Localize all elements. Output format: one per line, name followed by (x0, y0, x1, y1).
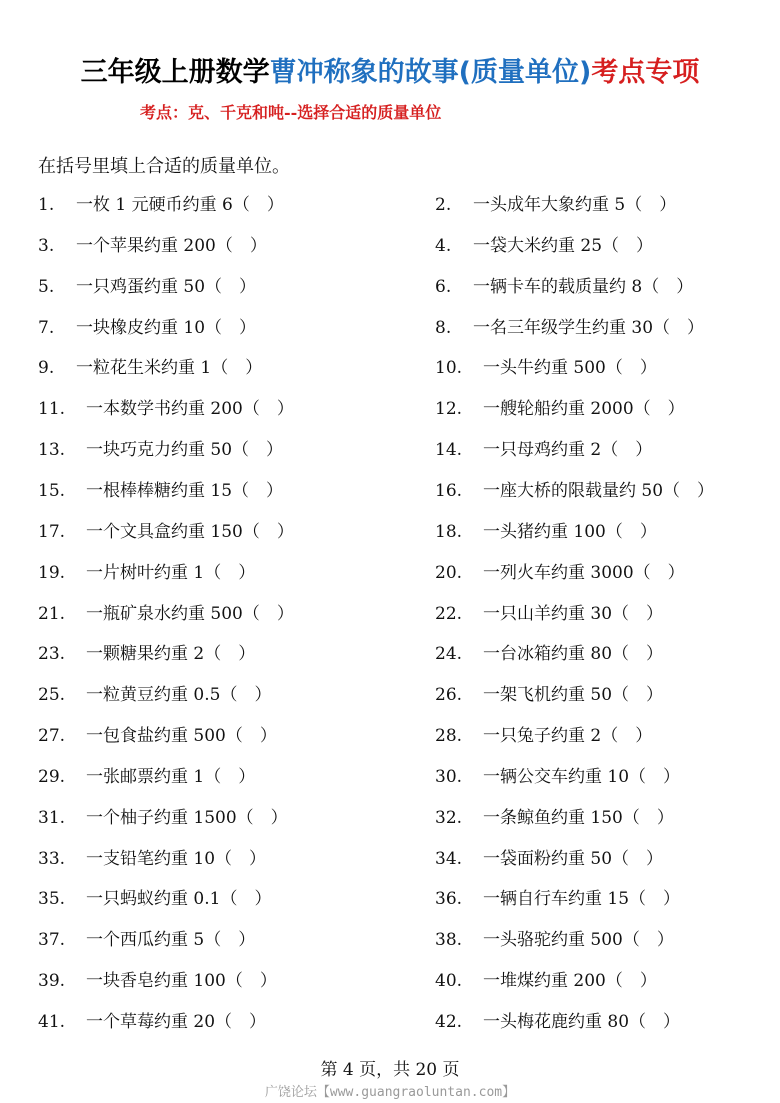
question-text[interactable]: 一根棒棒糖约重 15（ ） (86, 480, 284, 501)
subtitle-key-point: 考点：克、千克和吨--选择合适的质量单位 (140, 103, 442, 122)
question-number: 22. (435, 603, 463, 624)
question-text[interactable]: 一只母鸡约重 2（ ） (483, 440, 653, 461)
question-text[interactable]: 一瓶矿泉水约重 500（ ） (86, 603, 294, 624)
question-item (38, 642, 256, 666)
question-text[interactable]: 一只鸡蛋约重 50（ ） (76, 276, 257, 297)
question-item (435, 642, 664, 666)
question-number: 9. (38, 358, 55, 379)
question-item (435, 806, 674, 830)
question-number: 36. (435, 889, 463, 910)
question-number: 11. (38, 399, 66, 420)
title-part-grade: 三年级上册数学 (80, 57, 270, 88)
question-text[interactable]: 一条鲸鱼约重 150（ ） (483, 807, 674, 828)
question-item (435, 316, 705, 340)
page-number-footer: 第 4 页，共 20 页 (320, 1060, 460, 1080)
question-text[interactable]: 一架飞机约重 50（ ） (483, 685, 664, 706)
question-number: 8. (435, 317, 452, 338)
question-number: 19. (38, 562, 66, 583)
question-number: 37. (38, 930, 66, 951)
question-item (38, 234, 267, 258)
question-number: 1. (38, 195, 55, 215)
question-text[interactable]: 一列火车约重 3000（ ） (483, 562, 685, 583)
question-text[interactable]: 一枚 1 元硬币约重 6（ ） (76, 195, 284, 215)
question-text[interactable]: 一块巧克力约重 50（ ） (86, 440, 284, 461)
question-text[interactable]: 一头骆驼约重 500（ ） (483, 930, 674, 951)
question-number: 42. (435, 1012, 463, 1032)
question-item (435, 765, 681, 789)
question-number: 24. (435, 644, 463, 665)
question-number: 20. (435, 562, 463, 583)
question-number: 29. (38, 766, 66, 787)
question-item (435, 356, 657, 380)
question-number: 17. (38, 521, 66, 542)
question-text[interactable]: 一艘轮船约重 2000（ ） (483, 399, 685, 420)
question-item (38, 887, 272, 911)
question-text[interactable]: 一头梅花鹿约重 80（ ） (483, 1012, 681, 1032)
question-item (38, 316, 257, 340)
question-text[interactable]: 一粒黄豆约重 0.5（ ） (86, 685, 272, 706)
question-text[interactable]: 一个苹果约重 200（ ） (76, 235, 267, 256)
question-number: 23. (38, 644, 66, 665)
question-text[interactable]: 一颗糖果约重 2（ ） (86, 644, 256, 665)
question-item (435, 397, 685, 421)
question-number: 31. (38, 807, 66, 828)
title-part-special: 考点专项 (591, 57, 700, 88)
question-item (435, 479, 715, 503)
question-text[interactable]: 一台冰箱约重 80（ ） (483, 644, 664, 665)
question-text[interactable]: 一头牛约重 500（ ） (483, 358, 657, 379)
question-item (38, 438, 284, 462)
question-item (435, 724, 653, 748)
question-item (38, 724, 277, 748)
question-item (38, 602, 294, 626)
question-item (435, 275, 694, 299)
question-number: 41. (38, 1012, 66, 1032)
question-item (38, 520, 294, 544)
question-text[interactable]: 一个柚子约重 1500（ ） (86, 807, 288, 828)
question-item (38, 1010, 267, 1034)
question-number: 34. (435, 848, 463, 869)
question-item (435, 928, 674, 952)
question-text[interactable]: 一只山羊约重 30（ ） (483, 603, 664, 624)
question-item (435, 602, 664, 626)
question-number: 26. (435, 685, 463, 706)
question-item (38, 561, 256, 585)
question-item (435, 193, 677, 217)
question-item (435, 561, 685, 585)
question-text[interactable]: 一只兔子约重 2（ ） (483, 726, 653, 747)
question-item (38, 806, 288, 830)
question-item (435, 847, 664, 871)
question-item (435, 887, 681, 911)
question-number: 25. (38, 685, 66, 706)
question-text[interactable]: 一个草莓约重 20（ ） (86, 1012, 267, 1032)
instruction-text: 在括号里填上合适的质量单位。 (38, 156, 290, 177)
question-number: 12. (435, 399, 463, 420)
question-number: 6. (435, 276, 452, 297)
question-item (38, 275, 257, 299)
question-number: 27. (38, 726, 66, 747)
page-title (0, 50, 780, 89)
question-number: 16. (435, 480, 463, 501)
question-text[interactable]: 一名三年级学生约重 30（ ） (473, 317, 705, 338)
question-item (38, 397, 294, 421)
question-text[interactable]: 一辆卡车的载质量约 8（ ） (473, 276, 694, 297)
question-number: 33. (38, 848, 66, 869)
question-text[interactable]: 一辆公交车约重 10（ ） (483, 766, 681, 787)
question-text[interactable]: 一袋面粉约重 50（ ） (483, 848, 664, 869)
question-text[interactable]: 一包食盐约重 500（ ） (86, 726, 277, 747)
question-number: 18. (435, 521, 463, 542)
question-text[interactable]: 一片树叶约重 1（ ） (86, 562, 256, 583)
question-text[interactable]: 一座大桥的限载量约 50（ ） (483, 480, 715, 501)
question-text[interactable]: 一头猪约重 100（ ） (483, 521, 657, 542)
question-number: 30. (435, 766, 463, 787)
question-item (435, 438, 653, 462)
question-item (38, 847, 267, 871)
question-number: 5. (38, 276, 55, 297)
question-number: 35. (38, 889, 66, 910)
question-item (435, 969, 657, 993)
question-item (435, 1010, 681, 1034)
question-text[interactable]: 一支铅笔约重 10（ ） (86, 848, 267, 869)
question-text[interactable]: 一袋大米约重 25（ ） (473, 235, 654, 256)
question-number: 2. (435, 195, 452, 215)
question-item (38, 969, 277, 993)
question-number: 14. (435, 440, 463, 461)
question-item (435, 683, 664, 707)
question-text[interactable]: 一头成年大象约重 5（ ） (473, 195, 677, 215)
question-item (38, 479, 284, 503)
question-number: 32. (435, 807, 463, 828)
question-item (435, 520, 657, 544)
question-text[interactable]: 一个文具盒约重 150（ ） (86, 521, 294, 542)
question-text[interactable]: 一块橡皮约重 10（ ） (76, 317, 257, 338)
question-number: 28. (435, 726, 463, 747)
question-text[interactable]: 一个西瓜约重 5（ ） (86, 930, 256, 951)
question-number: 3. (38, 235, 55, 256)
question-number: 40. (435, 971, 463, 992)
title-part-topic: 曹冲称象的故事(质量单位) (269, 57, 592, 88)
question-text[interactable]: 一块香皂约重 100（ ） (86, 971, 277, 992)
question-text[interactable]: 一辆自行车约重 15（ ） (483, 889, 681, 910)
question-item (435, 234, 654, 258)
question-item (38, 356, 263, 380)
question-item (38, 928, 256, 952)
question-text[interactable]: 一只蚂蚁约重 0.1（ ） (86, 889, 272, 910)
question-number: 4. (435, 235, 452, 256)
question-number: 7. (38, 317, 55, 338)
question-number: 21. (38, 603, 66, 624)
question-item (38, 683, 272, 707)
question-number: 38. (435, 930, 463, 951)
question-number: 10. (435, 358, 463, 379)
question-text[interactable]: 一粒花生米约重 1（ ） (76, 358, 263, 379)
question-text[interactable]: 一张邮票约重 1（ ） (86, 766, 256, 787)
question-number: 13. (38, 440, 66, 461)
question-number: 15. (38, 480, 66, 501)
question-item (38, 765, 256, 789)
question-item (38, 193, 284, 217)
question-text[interactable]: 一本数学书约重 200（ ） (86, 399, 294, 420)
question-number: 39. (38, 971, 66, 992)
question-text[interactable]: 一堆煤约重 200（ ） (483, 971, 657, 992)
watermark: 广饶论坛【www.guangraoluntan.com】 (264, 1085, 516, 1100)
